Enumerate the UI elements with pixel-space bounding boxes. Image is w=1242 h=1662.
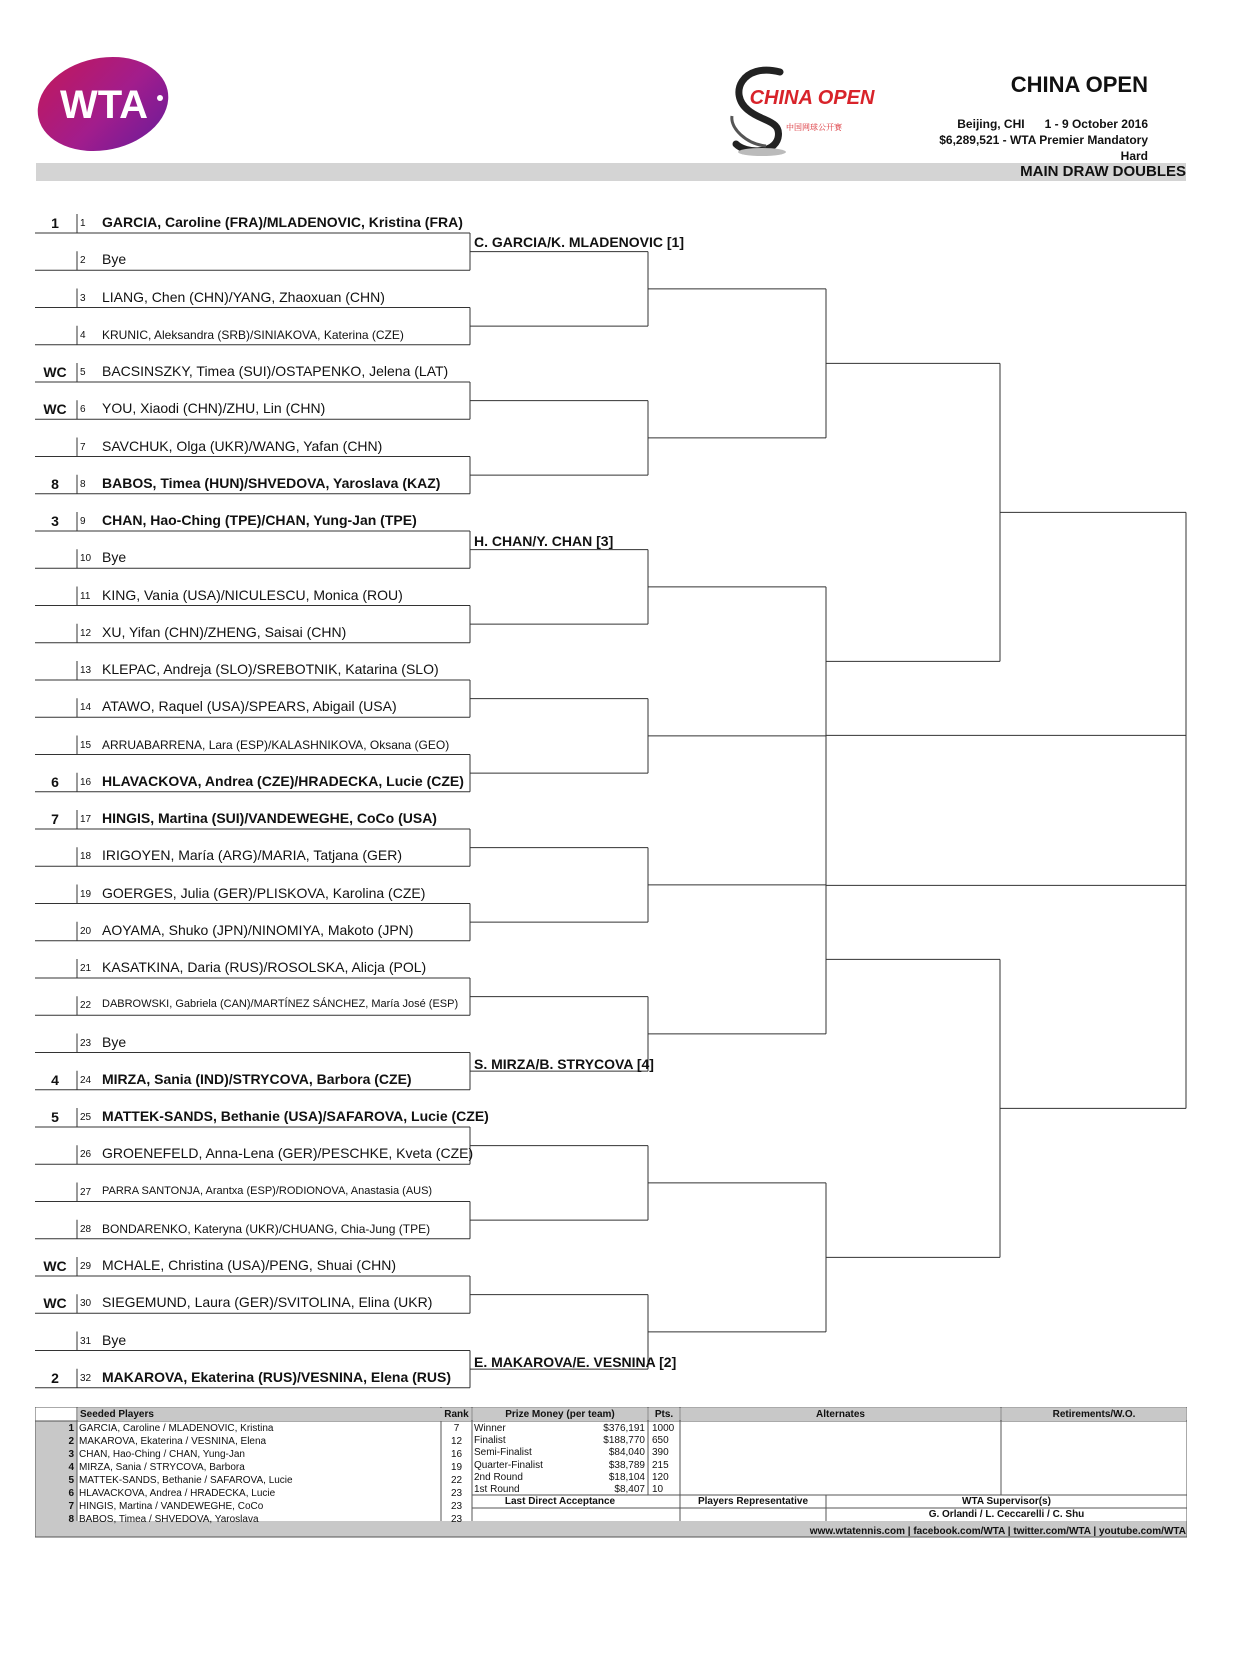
footer-table (35, 1407, 1187, 1542)
entry-seed: WC (43, 1295, 67, 1312)
seed-name: HINGIS, Martina / VANDEWEGHE, CoCo (79, 1501, 264, 1512)
advancer-2: H. CHAN/Y. CHAN [3] (474, 533, 614, 549)
entry-seed: 4 (51, 1071, 59, 1088)
entry-name: MATTEK-SANDS, Bethanie (USA)/SAFAROVA, Lucie (CZE) (102, 1108, 489, 1124)
surface: Hard (1120, 149, 1148, 163)
entry-seed: WC (43, 401, 67, 418)
entry-number: 14 (80, 702, 92, 714)
entry-name: Bye (102, 1033, 127, 1050)
rank-header: Rank (442, 1408, 471, 1421)
entry-name: HLAVACKOVA, Andrea (CZE)/HRADECKA, Lucie (CZE) (102, 772, 464, 789)
entry-number: 9 (80, 516, 86, 527)
seed-name: MAKAROVA, Ekaterina / VESNINA, Elena (79, 1436, 267, 1447)
seed-rank: 19 (450, 1462, 463, 1473)
tournament-title: CHINA OPEN (1010, 72, 1148, 97)
entry-name: BONDARENKO, Kateryna (UKR)/CHUANG, Chia-Jung (TPE) (102, 1221, 431, 1236)
prize-money: $38,789 (608, 1459, 645, 1471)
retirements-header: Retirements/W.O. (1002, 1408, 1186, 1421)
prize-points: 1000 (652, 1423, 675, 1434)
prize-points: 390 (652, 1447, 669, 1459)
entry-seed: WC (43, 1258, 67, 1274)
last-direct-acceptance: Last Direct Acceptance (504, 1496, 616, 1507)
advancer-4: E. MAKAROVA/E. VESNINA [2] (474, 1354, 677, 1370)
prize-round: 1st Round (474, 1484, 520, 1495)
entry-number: 22 (80, 1000, 92, 1012)
entry-name: XU, Yifan (CHN)/ZHENG, Saisai (CHN) (102, 623, 347, 640)
draw-type: MAIN DRAW DOUBLES (1020, 163, 1186, 180)
seed-rank: 23 (450, 1501, 463, 1512)
entry-number: 3 (80, 292, 86, 304)
entry-seed: 2 (51, 1369, 59, 1386)
players-representative: Players Representative (697, 1496, 809, 1507)
entry-number: 18 (80, 851, 92, 863)
prize-points: 650 (652, 1435, 669, 1447)
entry-name: CHAN, Hao-Ching (TPE)/CHAN, Yung-Jan (TPE) (102, 512, 417, 528)
entry-number: 11 (80, 590, 91, 602)
entry-name: ATAWO, Raquel (USA)/SPEARS, Abigail (USA) (102, 698, 397, 715)
advancer-3: S. MIRZA/B. STRYCOVA [4] (474, 1056, 654, 1072)
entry-number: 24 (80, 1074, 92, 1086)
seeded-players-header: Seeded Players (78, 1408, 442, 1421)
entry-name: PARRA SANTONJA, Arantxa (ESP)/RODIONOVA, Anastasia (AUS) (102, 1184, 433, 1197)
entry-number: 17 (80, 814, 92, 825)
entry-name: YOU, Xiaodi (CHN)/ZHU, Lin (CHN) (102, 400, 326, 417)
entry-name: KING, Vania (USA)/NICULESCU, Monica (ROU) (102, 586, 403, 603)
seed-name: GARCIA, Caroline / MLADENOVIC, Kristina (79, 1423, 274, 1434)
prize-header: Prize Money (per team) (473, 1408, 647, 1421)
seed-rank: 23 (450, 1488, 463, 1499)
wta-supervisor-label: WTA Supervisor(s) (962, 1496, 1051, 1507)
entry-name: GARCIA, Caroline (FRA)/MLADENOVIC, Kristina (FRA) (102, 214, 463, 230)
entry-number: 30 (80, 1298, 92, 1310)
entry-name: MIRZA, Sania (IND)/STRYCOVA, Barbora (CZE) (102, 1070, 412, 1087)
entry-name: GROENEFELD, Anna-Lena (GER)/PESCHKE, Kveta (CZE) (102, 1145, 474, 1162)
entry-name: BABOS, Timea (HUN)/SHVEDOVA, Yaroslava (KAZ) (102, 474, 441, 491)
entry-number: 13 (80, 665, 92, 676)
china-open-logo-text: CHINA OPEN (749, 87, 875, 109)
seed-number: 8 (68, 1514, 74, 1525)
entry-number: 15 (80, 739, 92, 751)
entry-seed: 8 (51, 475, 59, 492)
prize-money: $18,104 (608, 1471, 645, 1483)
seed-number: 2 (68, 1436, 74, 1447)
entry-seed: 7 (51, 811, 59, 827)
social-links[interactable]: www.wtatennis.com | facebook.com/WTA | twitter.com/WTA | youtube.com/WTA (809, 1526, 1186, 1537)
entry-name: MAKAROVA, Ekaterina (RUS)/VESNINA, Elena (RUS) (102, 1368, 452, 1385)
entry-number: 31 (80, 1335, 92, 1347)
entry-seed: 3 (51, 513, 59, 529)
seed-name: MIRZA, Sania / STRYCOVA, Barbora (79, 1462, 245, 1473)
entry-name: MCHALE, Christina (USA)/PENG, Shuai (CHN) (102, 1257, 397, 1273)
entry-name: LIANG, Chen (CHN)/YANG, Zhaoxuan (CHN) (102, 288, 385, 305)
entry-name: Bye (102, 549, 127, 566)
seed-name: BABOS, Timea / SHVEDOVA, Yaroslava (79, 1514, 259, 1525)
wta-supervisors: G. Orlandi / L. Ceccarelli / C. Shu (928, 1509, 1085, 1520)
entry-seed: 6 (51, 773, 59, 790)
entry-name: KRUNIC, Aleksandra (SRB)/SINIAKOVA, Katerina (CZE) (102, 327, 404, 342)
entry-number: 8 (80, 478, 86, 490)
seed-number: 3 (68, 1449, 74, 1460)
seed-rank: 7 (453, 1423, 460, 1434)
prize-round: 2nd Round (474, 1471, 523, 1483)
entry-number: 10 (80, 553, 92, 565)
entry-number: 1 (80, 218, 86, 229)
prize-round: Finalist (474, 1435, 506, 1447)
prize-points: 120 (652, 1471, 669, 1483)
entry-number: 25 (80, 1112, 92, 1123)
entry-name: HINGIS, Martina (SUI)/VANDEWEGHE, CoCo (USA) (102, 810, 437, 826)
entry-name: DABROWSKI, Gabriela (CAN)/MARTÍNEZ SÁNCHEZ, María José (ESP) (102, 998, 459, 1011)
prize-money: $84,040 (608, 1447, 645, 1459)
entry-number: 21 (80, 963, 92, 974)
entry-name: Bye (102, 1331, 127, 1348)
entry-name: BACSINSZKY, Timea (SUI)/OSTAPENKO, Jelena (LAT) (102, 363, 449, 379)
entry-number: 6 (80, 404, 86, 416)
seed-rank: 23 (450, 1514, 463, 1525)
prize-points: 215 (652, 1459, 669, 1471)
seed-number: 1 (68, 1423, 74, 1434)
seed-rank: 16 (450, 1449, 463, 1460)
prize-money: $188,770 (603, 1435, 645, 1447)
entry-number: 29 (80, 1261, 92, 1272)
entry-seed: 5 (51, 1109, 59, 1125)
entry-number: 20 (80, 925, 92, 937)
prize-round: Winner (474, 1423, 506, 1434)
pts-header: Pts. (649, 1408, 679, 1421)
entry-number: 28 (80, 1223, 92, 1235)
entry-seed: WC (43, 364, 67, 380)
seed-number: 6 (68, 1488, 74, 1499)
entry-name: Bye (102, 251, 127, 268)
entry-number: 5 (80, 367, 86, 378)
entry-name: ARRUABARRENA, Lara (ESP)/KALASHNIKOVA, Oksana (GEO) (102, 737, 450, 752)
entry-name: SIEGEMUND, Laura (GER)/SVITOLINA, Elina (UKR) (102, 1294, 433, 1311)
seed-rank: 22 (450, 1475, 463, 1486)
seed-rank: 12 (450, 1436, 463, 1447)
dates: 1 - 9 October 2016 (1044, 117, 1148, 131)
china-open-logo-subtext: 中国网球公开赛 (786, 123, 842, 132)
entry-number: 4 (80, 329, 86, 341)
entry-number: 26 (80, 1149, 92, 1161)
entry-number: 12 (80, 627, 92, 639)
entry-seed: 1 (51, 215, 59, 231)
entry-name: GOERGES, Julia (GER)/PLISKOVA, Karolina (CZE) (102, 884, 426, 901)
entry-number: 7 (80, 441, 86, 453)
entry-name: AOYAMA, Shuko (JPN)/NINOMIYA, Makoto (JPN) (102, 921, 414, 938)
prize-round: Semi-Finalist (474, 1447, 532, 1459)
entry-number: 19 (80, 888, 92, 900)
entry-name: SAVCHUK, Olga (UKR)/WANG, Yafan (CHN) (102, 437, 383, 454)
entry-name: KASATKINA, Daria (RUS)/ROSOLSKA, Alicja (POL) (102, 959, 427, 975)
wta-logo-text: WTA (59, 83, 149, 127)
location: Beijing, CHI (957, 117, 1025, 131)
seed-number: 4 (68, 1462, 74, 1473)
alternates-header: Alternates (681, 1408, 1000, 1421)
prize-money: $8,407 (614, 1484, 645, 1495)
entry-number: 16 (80, 776, 92, 788)
entry-number: 23 (80, 1037, 92, 1049)
prize-points: 10 (652, 1484, 664, 1495)
entry-number: 27 (80, 1186, 92, 1198)
entry-number: 32 (80, 1372, 92, 1384)
prize-round: Quarter-Finalist (474, 1459, 543, 1471)
entry-number: 2 (80, 255, 86, 267)
entry-name: IRIGOYEN, María (ARG)/MARIA, Tatjana (GER) (102, 847, 403, 864)
seed-name: CHAN, Hao-Ching / CHAN, Yung-Jan (79, 1449, 245, 1460)
entry-name: KLEPAC, Andreja (SLO)/SREBOTNIK, Katarina (SLO) (102, 661, 439, 677)
seed-number: 5 (68, 1475, 74, 1486)
seed-name: HLAVACKOVA, Andrea / HRADECKA, Lucie (79, 1488, 276, 1499)
prize-category: $6,289,521 - WTA Premier Mandatory (939, 133, 1148, 147)
advancer-1: C. GARCIA/K. MLADENOVIC [1] (474, 234, 684, 250)
prize-money: $376,191 (603, 1423, 645, 1434)
seed-name: MATTEK-SANDS, Bethanie / SAFAROVA, Lucie (79, 1475, 293, 1486)
seed-number: 7 (68, 1501, 74, 1512)
